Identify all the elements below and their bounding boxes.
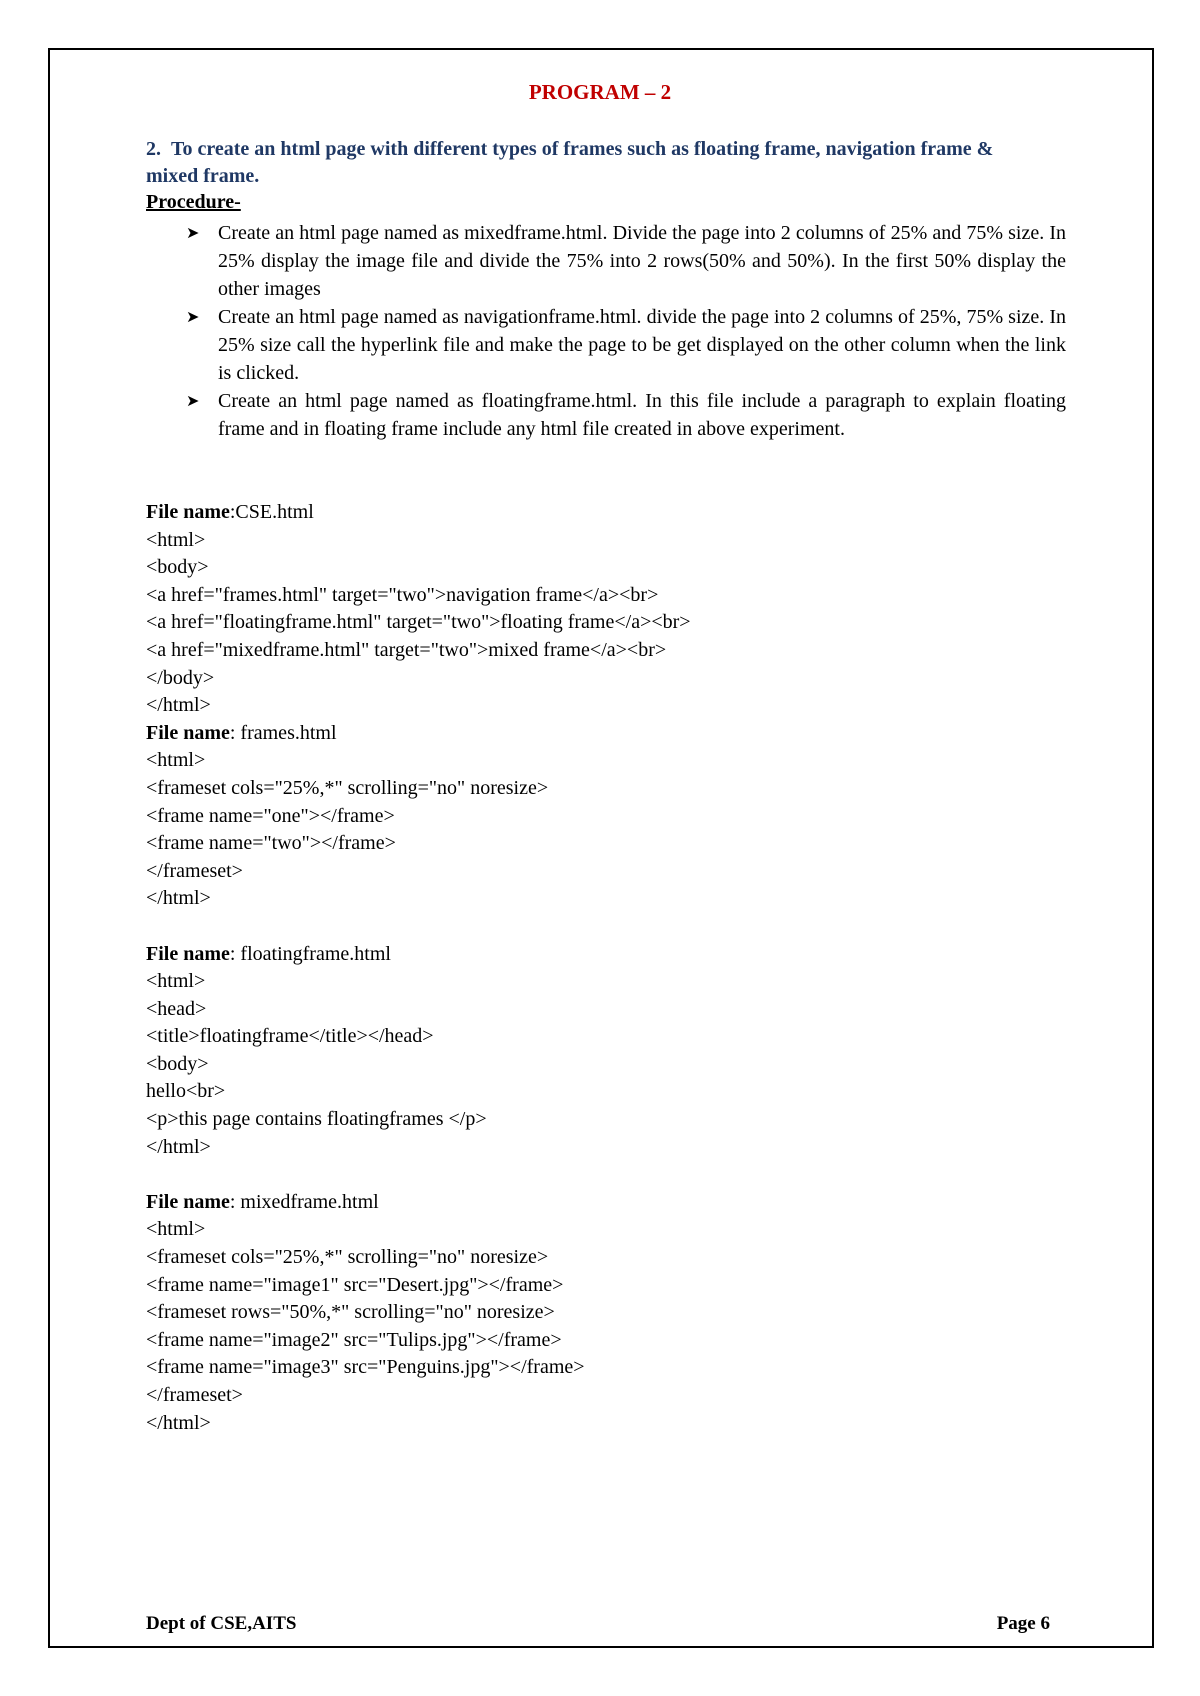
file-name: : frames.html xyxy=(229,721,337,744)
procedure-heading: Procedure- xyxy=(146,191,241,213)
code-line: <a href="mixedframe.html" target="two">mixed frame</a><br> xyxy=(146,638,667,661)
code-listing xyxy=(146,499,1046,1437)
code-line: </html> xyxy=(146,694,211,717)
code-line: <frame name="image2" src="Tulips.jpg"></frame> xyxy=(146,1328,562,1351)
spacer xyxy=(146,1161,1046,1189)
code-line: <a href="floatingframe.html" target="two">floating frame</a><br> xyxy=(146,611,691,634)
code-line: <frame name="one"></frame> xyxy=(146,804,395,827)
code-line: <frameset cols="25%,*" scrolling="no" noresize> xyxy=(146,1246,549,1269)
code-line: <frameset rows="50%,*" scrolling="no" noresize> xyxy=(146,1301,555,1324)
code-line: <frameset cols="25%,*" scrolling="no" noresize> xyxy=(146,776,549,799)
aim-number: 2. xyxy=(146,138,161,160)
procedure-item-text: Create an html page named as navigationframe.html. divide the page into 2 columns of 25%, 75% size. In 25% size call the hyperlink file and make the page to be get displayed on the other column when the link is clicked. xyxy=(218,306,1066,384)
code-line: </html> xyxy=(146,1135,211,1158)
file-name: : floatingframe.html xyxy=(229,942,391,965)
program-title: PROGRAM – 2 xyxy=(528,80,672,104)
arrowhead-bullet-icon: ➤ xyxy=(186,307,200,326)
code-line: <frame name="two"></frame> xyxy=(146,832,396,855)
code-line: </html> xyxy=(146,1411,211,1434)
code-line: <head> xyxy=(146,997,207,1020)
code-line: <html> xyxy=(146,970,206,993)
file-label: File name xyxy=(146,501,230,523)
code-line: <html> xyxy=(146,749,206,772)
code-line: </html> xyxy=(146,887,211,910)
aim-heading xyxy=(146,136,1046,190)
aim-text: To create an html page with different types of frames such as floating frame, navigation frame & mixed frame. xyxy=(146,138,994,187)
code-line: </frameset> xyxy=(146,859,243,882)
procedure-list xyxy=(186,219,1066,443)
procedure-item-text: Create an html page named as mixedframe.html. Divide the page into 2 columns of 25% and 75% size. In 25% display the image file and divide the 75% into 2 rows(50% and 50%). In the first 50% display the other images xyxy=(218,222,1066,300)
arrowhead-bullet-icon: ➤ xyxy=(186,391,200,410)
procedure-item-text: Create an html page named as floatingframe.html. In this file include a paragraph to explain floating frame and in floating frame include any html file created in above experiment. xyxy=(218,390,1066,440)
procedure-item xyxy=(186,219,1066,303)
footer-department: Dept of CSE,AITS xyxy=(146,1613,297,1634)
code-line: <body> xyxy=(146,556,209,579)
code-line: <p>this page contains floatingframes </p> xyxy=(146,1108,487,1131)
procedure-item xyxy=(186,303,1066,387)
file-name: : mixedframe.html xyxy=(229,1190,379,1213)
file-name: :CSE.html xyxy=(229,501,314,523)
code-line: <a href="frames.html" target="two">navigation frame</a><br> xyxy=(146,583,659,606)
procedure-item xyxy=(186,387,1066,443)
footer-page-number: Page 6 xyxy=(996,1613,1050,1634)
file-label: File name xyxy=(146,1190,230,1213)
file-label: File name xyxy=(146,942,230,965)
code-line: <title>floatingframe</title></head> xyxy=(146,1025,434,1048)
code-line: <body> xyxy=(146,1052,209,1075)
file-heading xyxy=(146,499,1046,527)
spacer xyxy=(146,913,1046,941)
code-line: hello<br> xyxy=(146,1080,226,1103)
code-line: </frameset> xyxy=(146,1384,243,1406)
arrowhead-bullet-icon: ➤ xyxy=(186,223,200,242)
file-label: File name xyxy=(146,721,230,744)
code-line: <html> xyxy=(146,528,206,551)
file-heading xyxy=(146,941,1046,969)
code-line: <frame name="image1" src="Desert.jpg"></frame> xyxy=(146,1273,564,1296)
file-heading xyxy=(146,720,1046,748)
code-line: <html> xyxy=(146,1218,206,1241)
code-line: </body> xyxy=(146,666,215,689)
code-line: <frame name="image3" src="Penguins.jpg"></frame> xyxy=(146,1356,585,1379)
file-heading xyxy=(146,1189,1046,1217)
